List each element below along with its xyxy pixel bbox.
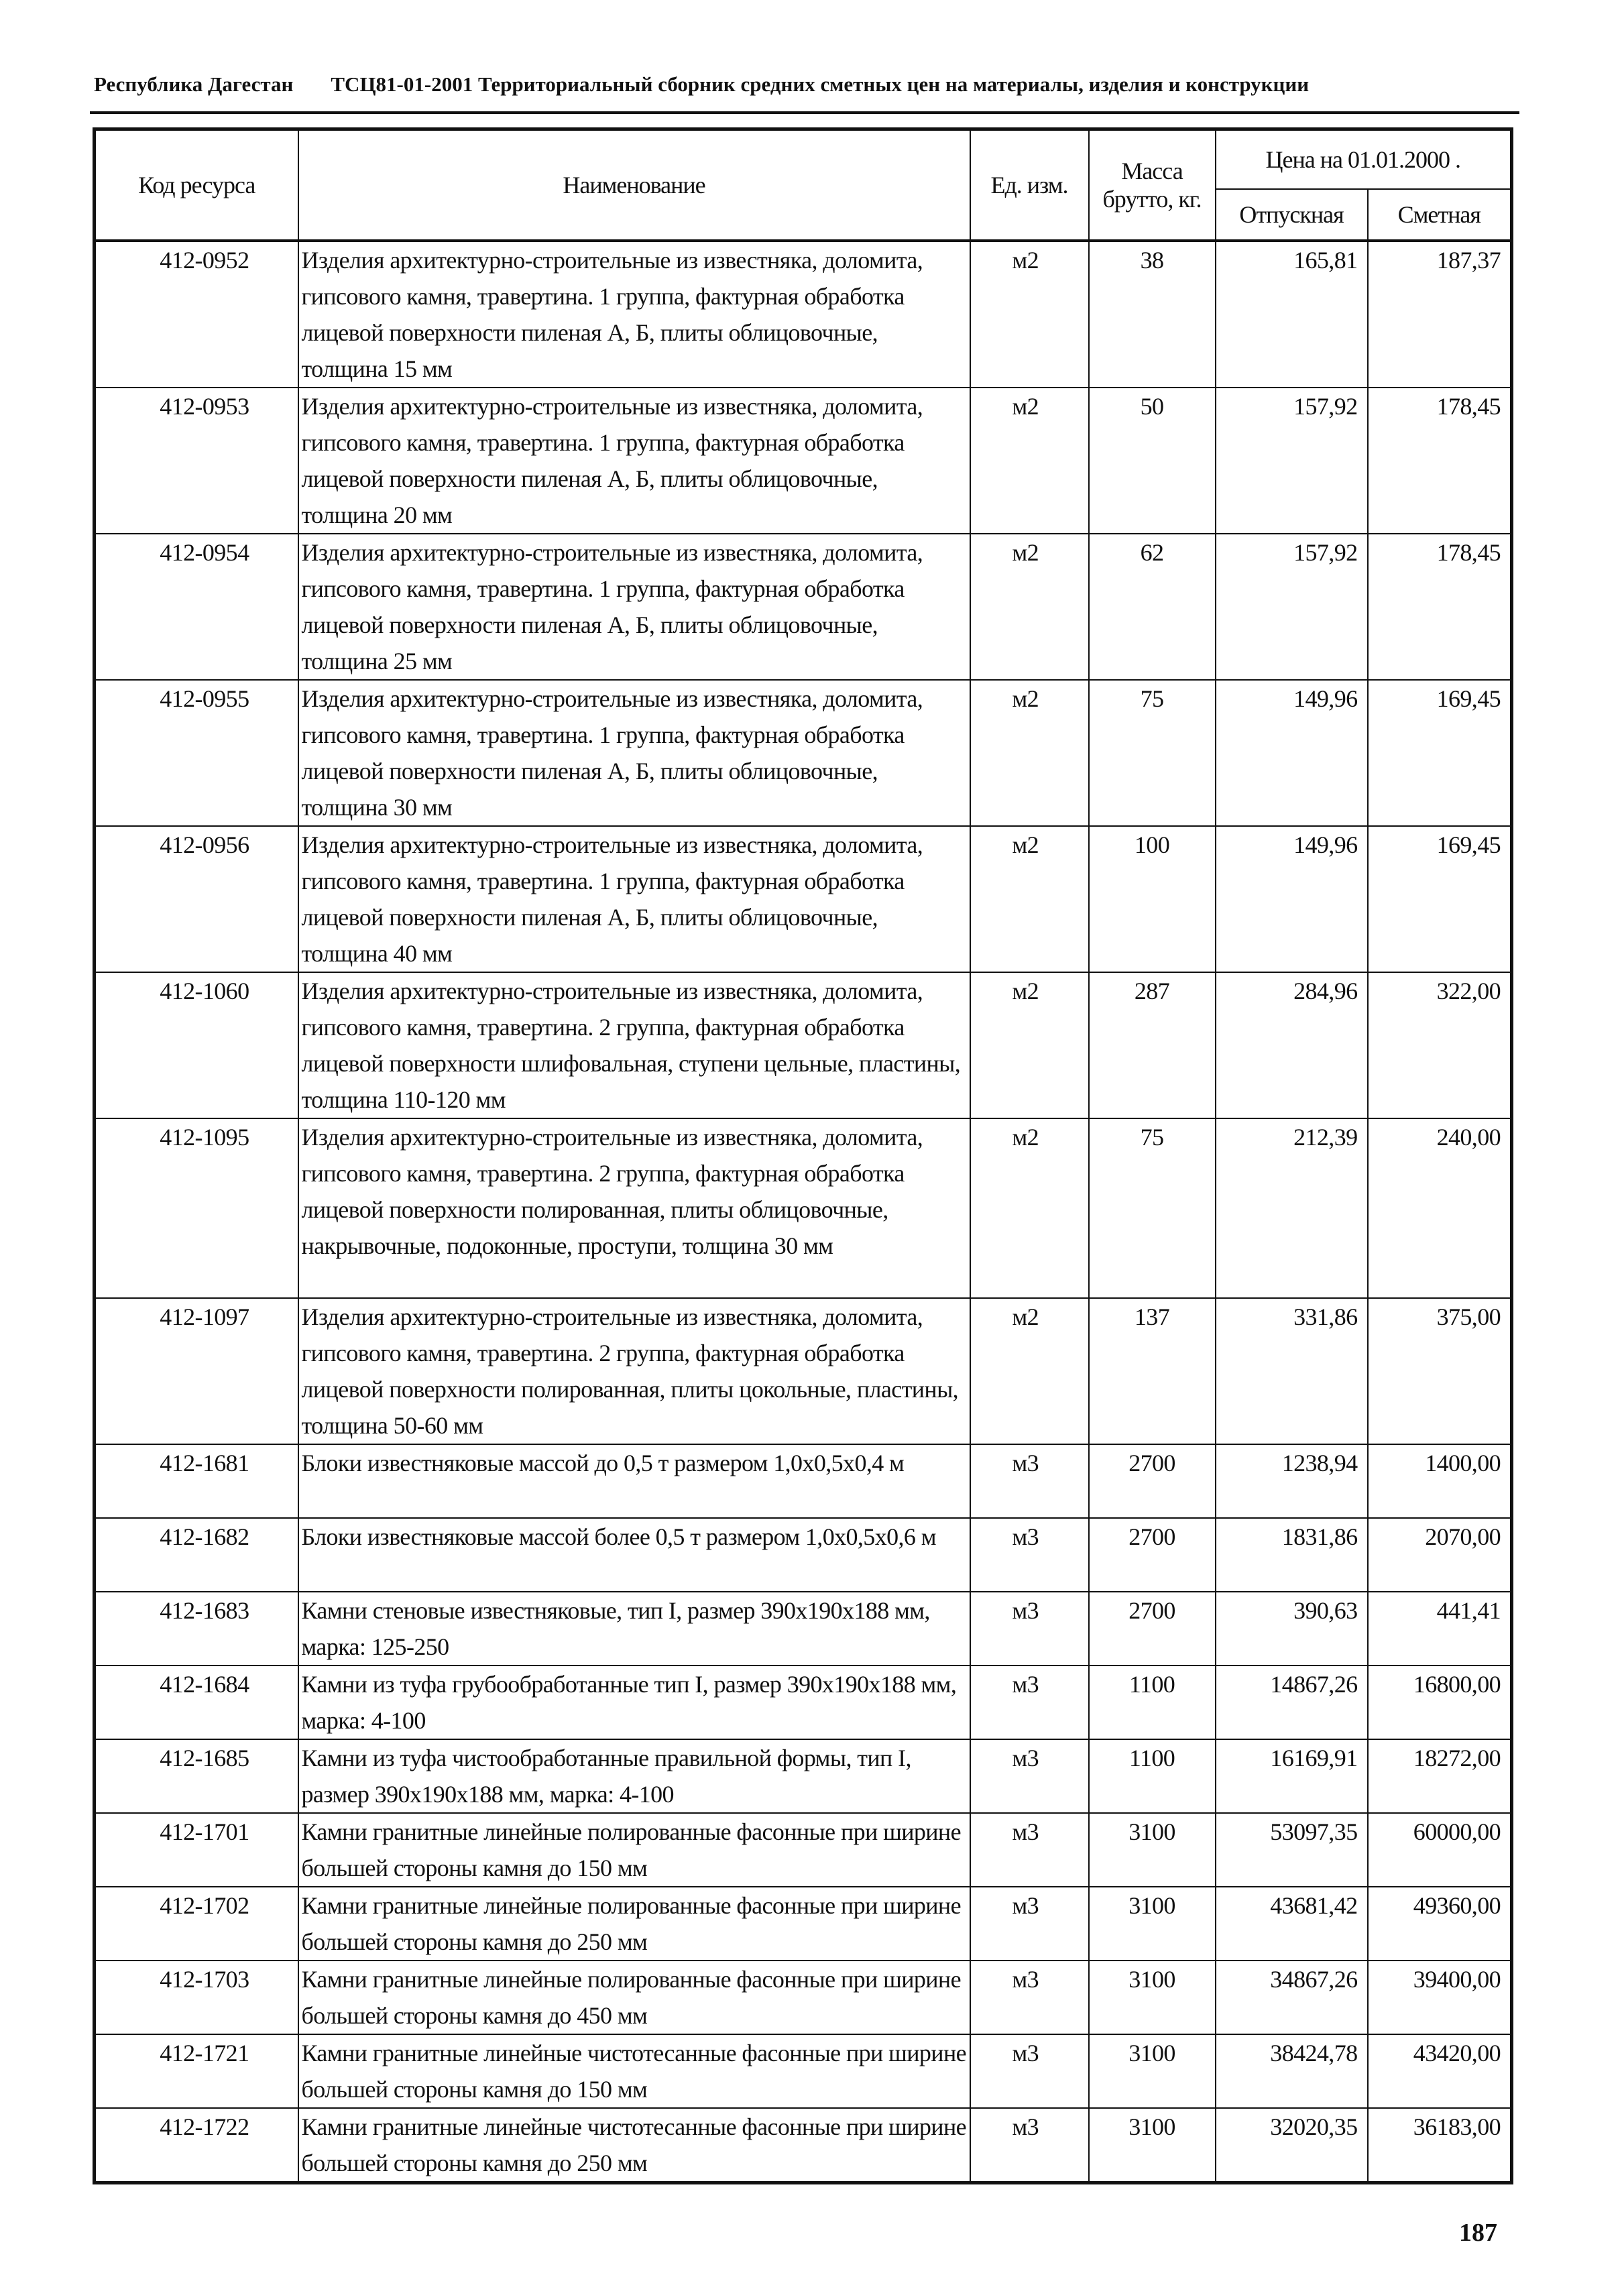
table-row <box>95 1887 1512 1961</box>
estimate-price-cell: 2070,00 <box>1368 1518 1512 1592</box>
resource-name: Изделия архитектурно-строительные из известняка, доломита, гипсового камня, травертина. 1 группа, фактурная обработка лицевой поверхности пиленая А, Б, плиты облицовочные, толщина 40 мм <box>298 826 970 972</box>
mass-cell: 3100 <box>1089 2108 1216 2183</box>
estimate-price-cell: 39400,00 <box>1368 1961 1512 2034</box>
resource-name: Камни стеновые известняковые, тип I, размер 390х190х188 мм, марка: 125-250 <box>298 1592 970 1666</box>
table-row <box>95 241 1512 388</box>
estimate-price-cell: 240,00 <box>1368 1118 1512 1298</box>
estimate-price-cell: 169,45 <box>1368 826 1512 972</box>
resource-name: Изделия архитектурно-строительные из известняка, доломита, гипсового камня, травертина. 2 группа, фактурная обработка лицевой поверхности шлифовальная, ступени цельные, пластины, толщина 110-120 мм <box>298 972 970 1118</box>
header-unit: Ед. изм. <box>970 129 1089 241</box>
header-estimate-price: Сметная <box>1368 189 1512 241</box>
resource-code: 412-0956 <box>95 826 298 972</box>
table-row <box>95 1592 1512 1666</box>
resource-code: 412-1701 <box>95 1813 298 1887</box>
resource-code: 412-1685 <box>95 1739 298 1813</box>
resource-name: Камни гранитные линейные полированные фасонные при ширине большей стороны камня до 450 мм <box>298 1961 970 2034</box>
estimate-price-cell: 322,00 <box>1368 972 1512 1118</box>
estimate-price-cell: 18272,00 <box>1368 1739 1512 1813</box>
table-row <box>95 1444 1512 1518</box>
release-price-cell: 1831,86 <box>1216 1518 1368 1592</box>
mass-cell: 3100 <box>1089 1961 1216 2034</box>
resource-name: Изделия архитектурно-строительные из известняка, доломита, гипсового камня, травертина. 1 группа, фактурная обработка лицевой поверхности пиленая А, Б, плиты облицовочные, толщина 20 мм <box>298 388 970 534</box>
resource-code: 412-1097 <box>95 1298 298 1444</box>
header-release-price: Отпускная <box>1216 189 1368 241</box>
table-row <box>95 826 1512 972</box>
table-row <box>95 1518 1512 1592</box>
unit-cell: м2 <box>970 1118 1089 1298</box>
header-code: Код ресурса <box>95 129 298 241</box>
unit-cell: м3 <box>970 1887 1089 1961</box>
resource-name: Камни гранитные линейные чистотесанные фасонные при ширине большей стороны камня до 150 мм <box>298 2034 970 2108</box>
resource-name: Изделия архитектурно-строительные из известняка, доломита, гипсового камня, травертина. 2 группа, фактурная обработка лицевой поверхности полированная, плиты цокольные, пластины, толщина 50-60 мм <box>298 1298 970 1444</box>
resource-code: 412-1702 <box>95 1887 298 1961</box>
resource-name: Блоки известняковые массой более 0,5 т размером 1,0х0,5х0,6 м <box>298 1518 970 1592</box>
estimate-price-cell: 16800,00 <box>1368 1666 1512 1739</box>
unit-cell: м2 <box>970 826 1089 972</box>
release-price-cell: 157,92 <box>1216 534 1368 680</box>
release-price-cell: 149,96 <box>1216 680 1368 826</box>
release-price-cell: 34867,26 <box>1216 1961 1368 2034</box>
estimate-price-cell: 169,45 <box>1368 680 1512 826</box>
release-price-cell: 32020,35 <box>1216 2108 1368 2183</box>
resource-code: 412-1703 <box>95 1961 298 2034</box>
unit-cell: м3 <box>970 1961 1089 2034</box>
estimate-price-cell: 43420,00 <box>1368 2034 1512 2108</box>
unit-cell: м2 <box>970 241 1089 388</box>
estimate-price-cell: 36183,00 <box>1368 2108 1512 2183</box>
resource-name: Изделия архитектурно-строительные из известняка, доломита, гипсового камня, травертина. 1 группа, фактурная обработка лицевой поверхности пиленая А, Б, плиты облицовочные, толщина 30 мм <box>298 680 970 826</box>
document-title: ТСЦ81-01-2001 Территориальный сборник средних сметных цен на материалы, изделия и конструкции <box>331 72 1310 96</box>
release-price-cell: 165,81 <box>1216 241 1368 388</box>
unit-cell: м3 <box>970 2034 1089 2108</box>
mass-cell: 287 <box>1089 972 1216 1118</box>
unit-cell: м3 <box>970 1444 1089 1518</box>
resource-code: 412-1095 <box>95 1118 298 1298</box>
unit-cell: м2 <box>970 972 1089 1118</box>
resource-code: 412-1683 <box>95 1592 298 1666</box>
unit-cell: м3 <box>970 1739 1089 1813</box>
estimate-price-cell: 178,45 <box>1368 534 1512 680</box>
table-row <box>95 1118 1512 1298</box>
release-price-cell: 212,39 <box>1216 1118 1368 1298</box>
table-row <box>95 1666 1512 1739</box>
resource-code: 412-0955 <box>95 680 298 826</box>
unit-cell: м3 <box>970 1666 1089 1739</box>
region-label: Республика Дагестан <box>94 72 294 96</box>
mass-cell: 137 <box>1089 1298 1216 1444</box>
mass-cell: 2700 <box>1089 1592 1216 1666</box>
mass-cell: 2700 <box>1089 1518 1216 1592</box>
mass-cell: 100 <box>1089 826 1216 972</box>
resource-name: Блоки известняковые массой до 0,5 т размером 1,0х0,5х0,4 м <box>298 1444 970 1518</box>
mass-cell: 3100 <box>1089 2034 1216 2108</box>
resource-name: Камни из туфа чистообработанные правильной формы, тип I, размер 390х190х188 мм, марка: 4-100 <box>298 1739 970 1813</box>
table-row <box>95 534 1512 680</box>
release-price-cell: 390,63 <box>1216 1592 1368 1666</box>
release-price-cell: 14867,26 <box>1216 1666 1368 1739</box>
resource-name: Камни из туфа грубообработанные тип I, размер 390х190х188 мм, марка: 4-100 <box>298 1666 970 1739</box>
resource-name: Камни гранитные линейные чистотесанные фасонные при ширине большей стороны камня до 250 мм <box>298 2108 970 2183</box>
page-number: 187 <box>1459 2219 1497 2247</box>
mass-cell: 3100 <box>1089 1813 1216 1887</box>
resource-name: Изделия архитектурно-строительные из известняка, доломита, гипсового камня, травертина. 1 группа, фактурная обработка лицевой поверхности пиленая А, Б, плиты облицовочные, толщина 15 мм <box>298 241 970 388</box>
mass-cell: 75 <box>1089 680 1216 826</box>
unit-cell: м3 <box>970 1813 1089 1887</box>
table-row <box>95 680 1512 826</box>
release-price-cell: 53097,35 <box>1216 1813 1368 1887</box>
resource-name: Изделия архитектурно-строительные из известняка, доломита, гипсового камня, травертина. 1 группа, фактурная обработка лицевой поверхности пиленая А, Б, плиты облицовочные, толщина 25 мм <box>298 534 970 680</box>
table-row <box>95 1739 1512 1813</box>
mass-cell: 1100 <box>1089 1666 1216 1739</box>
resource-name: Изделия архитектурно-строительные из известняка, доломита, гипсового камня, травертина. 2 группа, фактурная обработка лицевой поверхности полированная, плиты облицовочные, накрывочные, подоконные, проступи, толщина 30 мм <box>298 1118 970 1298</box>
resource-code: 412-0952 <box>95 241 298 388</box>
unit-cell: м2 <box>970 1298 1089 1444</box>
release-price-cell: 284,96 <box>1216 972 1368 1118</box>
table-row <box>95 1813 1512 1887</box>
table-row <box>95 2108 1512 2183</box>
release-price-cell: 1238,94 <box>1216 1444 1368 1518</box>
table-row <box>95 2034 1512 2108</box>
table-row <box>95 1961 1512 2034</box>
estimate-price-cell: 187,37 <box>1368 241 1512 388</box>
release-price-cell: 38424,78 <box>1216 2034 1368 2108</box>
mass-cell: 75 <box>1089 1118 1216 1298</box>
table-row <box>95 972 1512 1118</box>
page-header <box>94 64 1515 105</box>
resource-name: Камни гранитные линейные полированные фасонные при ширине большей стороны камня до 150 мм <box>298 1813 970 1887</box>
estimate-price-cell: 178,45 <box>1368 388 1512 534</box>
resource-code: 412-1721 <box>95 2034 298 2108</box>
release-price-cell: 16169,91 <box>1216 1739 1368 1813</box>
unit-cell: м2 <box>970 534 1089 680</box>
release-price-cell: 149,96 <box>1216 826 1368 972</box>
release-price-cell: 157,92 <box>1216 388 1368 534</box>
header-price: Цена на 01.01.2000 . <box>1216 129 1512 190</box>
resource-code: 412-1682 <box>95 1518 298 1592</box>
unit-cell: м3 <box>970 1518 1089 1592</box>
release-price-cell: 43681,42 <box>1216 1887 1368 1961</box>
resource-code: 412-1684 <box>95 1666 298 1739</box>
release-price-cell: 331,86 <box>1216 1298 1368 1444</box>
header-rule <box>90 111 1519 114</box>
mass-cell: 1100 <box>1089 1739 1216 1813</box>
estimate-price-cell: 375,00 <box>1368 1298 1512 1444</box>
resource-code: 412-1060 <box>95 972 298 1118</box>
resource-code: 412-0954 <box>95 534 298 680</box>
resource-code: 412-1681 <box>95 1444 298 1518</box>
estimate-price-cell: 60000,00 <box>1368 1813 1512 1887</box>
unit-cell: м2 <box>970 680 1089 826</box>
mass-cell: 62 <box>1089 534 1216 680</box>
estimate-price-cell: 441,41 <box>1368 1592 1512 1666</box>
resource-code: 412-1722 <box>95 2108 298 2183</box>
estimate-price-cell: 1400,00 <box>1368 1444 1512 1518</box>
header-name: Наименование <box>298 129 970 241</box>
mass-cell: 3100 <box>1089 1887 1216 1961</box>
resource-name: Камни гранитные линейные полированные фасонные при ширине большей стороны камня до 250 мм <box>298 1887 970 1961</box>
table-row <box>95 1298 1512 1444</box>
unit-cell: м2 <box>970 388 1089 534</box>
table-row <box>95 388 1512 534</box>
price-table <box>93 127 1513 2184</box>
mass-cell: 2700 <box>1089 1444 1216 1518</box>
unit-cell: м3 <box>970 1592 1089 1666</box>
mass-cell: 50 <box>1089 388 1216 534</box>
mass-cell: 38 <box>1089 241 1216 388</box>
resource-code: 412-0953 <box>95 388 298 534</box>
estimate-price-cell: 49360,00 <box>1368 1887 1512 1961</box>
header-mass: Масса брутто, кг. <box>1089 129 1216 241</box>
unit-cell: м3 <box>970 2108 1089 2183</box>
